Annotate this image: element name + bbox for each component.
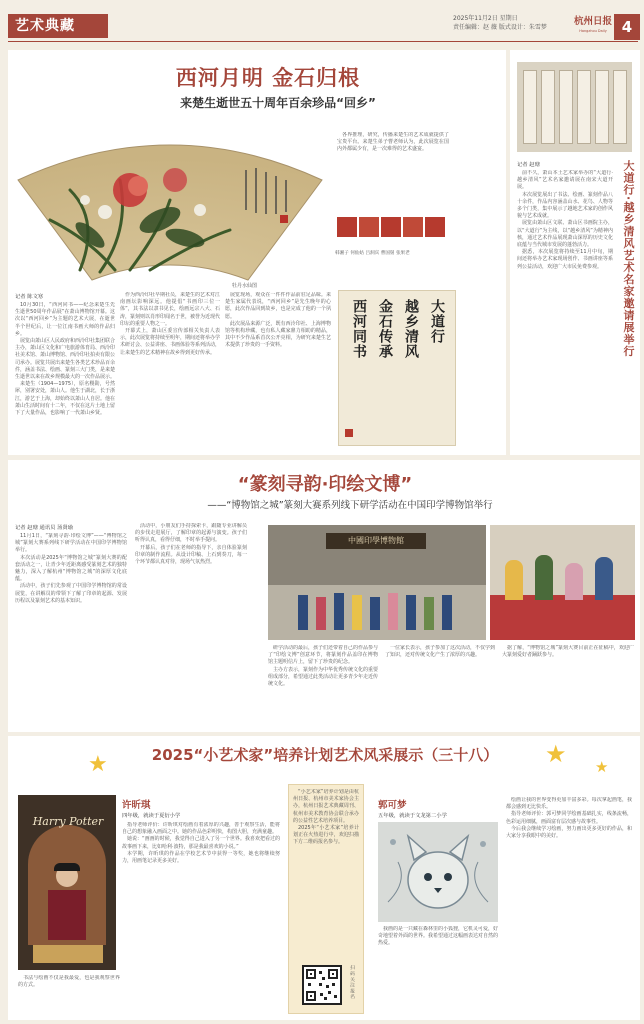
student2-painting bbox=[378, 822, 498, 922]
right-article-text bbox=[517, 170, 613, 450]
student2-text-left bbox=[378, 926, 498, 1016]
article1-credit: 记者 陈文寒 bbox=[15, 294, 44, 300]
article1-col2 bbox=[120, 292, 220, 452]
student2-text-right bbox=[506, 797, 632, 1015]
star-icon: ★ bbox=[88, 752, 108, 777]
museum-sign: 中國印學博物館 bbox=[326, 533, 426, 549]
article2-credit: 记者 赵瑭 通讯员 汤贤瑜 bbox=[15, 525, 74, 531]
calligraphy-scroll bbox=[338, 290, 456, 446]
right-article-paragraph: 据悉，本次展览将持续至11月中旬，期间还将举办艺术家现场创作、书画讲座等系列公益活动，欢迎广大市民免费参观。 bbox=[517, 249, 613, 270]
student1-text bbox=[122, 822, 280, 1015]
right-article-photo bbox=[517, 62, 632, 152]
article2-paragraph: 开幕后，孩子们在老师的指导下，亲自体验篆刻印章的制作流程。从设计印稿、上石到奏刀，每一个环节都认真对待，现场气氛热烈。 bbox=[135, 544, 247, 566]
article2-title: “篆刻寻韵·印绘文博” bbox=[237, 474, 413, 495]
calligraphy-line: 西河同书 bbox=[351, 299, 367, 359]
article2-col3 bbox=[268, 645, 378, 728]
article2-col1 bbox=[15, 533, 127, 728]
calligraphy-seal-icon bbox=[345, 429, 353, 437]
header-rule bbox=[8, 41, 638, 42]
article1-subtitle: 来楚生逝世五十周年百余珍品“回乡” bbox=[180, 96, 376, 110]
article1-paragraph: 展览现场，观众在一件件作品前驻足品味。来楚生家属代表说，“西河回乡”是先生晚年的心愿，此次作品回到故乡，也是完成了他的一个夙愿。 bbox=[225, 292, 331, 320]
article2-paragraph: 据了解，“博物馆之城”篆刻大赛目前正在征稿中，欢迎广大篆刻爱好者踊跃参与。 bbox=[502, 645, 634, 659]
workshop-photo bbox=[490, 525, 635, 640]
plan-info-paragraph: “小艺术家”培养计划是由杭州日报、杭州市美术家协会主办，杭州日报艺术典藏周刊、杭州市美术教育协会联合承办的公益性艺术培养项目。 bbox=[293, 789, 359, 824]
article1-paragraph: 展览由萧山区人民政府和西泠印社集团联合主办，萧山区文化和广电旅游体育局、西泠印社美术馆、萧山博物馆、西泠印社拍卖有限公司承办。展览共展出来楚生各类艺术珍品百余件，涵盖书法、绘画、篆刻三大门类，是来楚生逝世以来在故乡规模最大的一次作品展示。 bbox=[15, 338, 115, 381]
fan-painting-svg bbox=[10, 120, 330, 290]
seal-icon bbox=[381, 217, 401, 237]
editor-line: 责任编辑：赵 薇 版式设计：朱雪梦 bbox=[453, 24, 547, 31]
museum-group-photo bbox=[268, 525, 486, 640]
article2-paragraph: 活动中，孩子们先参观了中国印学博物馆的常设展览，在讲解员的带领下了解了印章的起源、发展历程以及篆刻艺术的基本知识。 bbox=[15, 583, 127, 604]
right-article-paragraph: 本次展览展出了书法、绘画、篆刻作品八十余件，作品内容涵盖山水、花鸟、人物等多个门类，集中展示了越地艺术家的创作风貌与艺术成就。 bbox=[517, 191, 613, 220]
article1-col1 bbox=[15, 302, 115, 452]
qr-code-svg bbox=[304, 967, 340, 1003]
article2-subtitle: ——“博物馆之城”篆刻大赛系列线下研学活动在中国印学博物馆举行 bbox=[207, 500, 493, 511]
qr-caption: 扫码关注报名 bbox=[349, 965, 354, 1000]
article1-paragraph: 来楚生（1904—1975），原名稷勋，号然犀，别署安处，萧山人。他生于湖北，长于浙江，游艺于上海，却始终以萧山人自居。他在萧山生活时间有十二年，不仅在这片土地上留下了大量作品，也影响了一代萧山乡贤。 bbox=[15, 381, 115, 417]
article1-paragraph: 10月30日，“西河同书——纪念来楚生先生逝世50周年作品展”在萧山博物馆开幕。这次以“西河回乡”为主题的艺术大展，在逝世半个世纪后，让一位江南书画大师的作品归乡。 bbox=[15, 302, 115, 337]
plan-info-text bbox=[293, 789, 359, 959]
header-info bbox=[453, 14, 568, 32]
article1-paragraph: 开幕式上，萧山区委宣传部相关负责人表示，此次展览将持续至明年，期间还将举办学术研讨会、公益讲座、书画体验等系列活动，让来楚生的艺术精神在故乡得到更好传承。 bbox=[120, 328, 220, 356]
student1-intro-text: 书法与绘画不仅是我最爱，也是我观察世界的方式。 bbox=[18, 975, 120, 989]
seal-caption: 韩湘子 何仙姑 吕洞宾 曹国舅 张果老 bbox=[335, 251, 410, 256]
seal-icon bbox=[337, 217, 357, 237]
calligraphy-line: 大道行 bbox=[429, 299, 445, 344]
student1-school: 四年级，就读于夏衍小学 bbox=[122, 813, 181, 819]
calligraphy-line: 越乡清风 bbox=[403, 299, 419, 359]
article2-paragraph: 一位家长表示，孩子参加了这次活动，不仅学到了知识，还对传统文化产生了浓厚的兴趣。 bbox=[385, 645, 495, 659]
plan-info-paragraph: 2025年“小艺术家”培养计划正在火热进行中，欢迎扫描下方二维码报名参与。 bbox=[293, 825, 359, 846]
article2-col4 bbox=[385, 645, 495, 728]
qr-code-icon[interactable] bbox=[302, 965, 342, 1005]
article2-paragraph: 研学活动的最后，孩子们还带着自己的作品参与了“印绘文博”创意环节，将篆刻作品盖印在博物馆主题明信片上，留下了珍贵的纪念。 bbox=[268, 645, 378, 666]
painting-title: Harry Potter bbox=[32, 815, 104, 828]
date-line: 2025年11月2日 星期日 bbox=[453, 15, 518, 22]
newspaper-logo: 杭州日报 bbox=[573, 16, 612, 27]
article2-col2 bbox=[135, 523, 247, 728]
section-title: 艺术典藏 bbox=[8, 14, 108, 38]
fan-painting-caption: 牡丹水仙图 bbox=[232, 283, 258, 289]
student1-painting bbox=[18, 795, 116, 970]
student1-paragraph: 她说：“画画的时候，我觉得自己进入了另一个世界。我喜欢把看过的故事画下来，比如哈利·波特，那是我最喜欢的小说。” bbox=[122, 836, 280, 850]
student2-paragraph: 我画的是一只藏在森林里的小狐狸，它机灵可爱，好奇地望着外面的世界。我希望通过这幅画表达对自然的热爱。 bbox=[378, 926, 498, 947]
newspaper-logo-sub: Hangzhou Daily bbox=[579, 29, 607, 33]
student1-paragraph: 本学期，许昕琪的作品在学校艺术节中获得一等奖，她也将继续努力，用画笔记录更多美好。 bbox=[122, 850, 280, 865]
right-article-credit: 记者 赵瑭 bbox=[517, 162, 540, 168]
article3-title: 2025“小艺术家”培养计划艺术风采展示（三十八） bbox=[151, 746, 499, 764]
fan-painting bbox=[10, 120, 330, 290]
article1-title: 西河月明 金石归根 bbox=[175, 65, 361, 90]
seal-icon bbox=[425, 217, 445, 237]
student1-intro bbox=[18, 975, 120, 1015]
right-article-paragraph: 展览由萧山区文联、萧山区书画院主办，以“大道行”为主线，以“越乡清风”为精神内核，通过艺术作品展现萧山深厚的历史文化底蕴与当代城市发展的蓬勃活力。 bbox=[517, 220, 613, 249]
calligraphy-line: 金石传承 bbox=[377, 299, 393, 359]
article2-paragraph: 主办方表示，篆刻作为中华优秀传统文化的重要组成部分，希望通过此类活动让更多青少年走近传统文化。 bbox=[268, 666, 378, 688]
page-number: 4 bbox=[614, 14, 640, 40]
fox-painting-svg bbox=[378, 822, 498, 922]
article1-col4 bbox=[337, 132, 449, 212]
article1-paragraph: 此次展品来源广泛，既有西泠印社、上海博物馆等机构珍藏，也有私人藏家鼎力相助的精品，其中不少作品系首次公开亮相，为研究来楚生艺术提供了珍贵的一手资料。 bbox=[225, 320, 331, 349]
article2-col5 bbox=[502, 645, 634, 728]
star-icon: ★ bbox=[545, 740, 567, 768]
article2-paragraph: 本次活动是2025年“博物馆之城”篆刻大赛的配套活动之一，让青少年近距离感受篆刻艺术的独特魅力，深入了解杭州“博物馆之城”的深厚文化底蕴。 bbox=[15, 554, 127, 583]
student2-paragraph: 指导老师评价：郭可梦同学绘画基础扎实，线条流畅，色彩运用细腻，画面富有层次感与故事性。 bbox=[506, 811, 632, 825]
student2-paragraph: 今后我会继续学习绘画，努力画出更多更好的作品，和大家分享我眼中的美好。 bbox=[506, 825, 632, 840]
article1-col3 bbox=[225, 292, 331, 452]
article1-paragraph: 作为西泠印社早期社员，来楚生的艺术对江南画坛影响深远。他提倡“书画印三位一体”，其书法以隶书见长，绘画远宗八大、石涛，篆刻则以肖形印闻名于世，被誉为近现代印坛的重要人物之一。 bbox=[120, 292, 220, 327]
right-article-title: 大道行·越乡清风艺术名家邀请展举行 bbox=[622, 160, 635, 358]
student1-name: 许昕琪 bbox=[122, 800, 151, 811]
article2-paragraph: 活动中，小朋友们手持探索卡，跟随专业讲解员的步伐走进展厅，了解印章的起源与演变。孩子们听得认真，看得仔细，不时举手提问。 bbox=[135, 523, 247, 544]
article1-paragraph: 各界推理，研究，传播来楚生的艺术成就提供了宝贵平台。来楚生弟子曹老师认为，此次展览在国内外都属少有，是一次难得的艺术盛宴。 bbox=[337, 132, 449, 153]
seal-icon bbox=[359, 217, 379, 237]
student1-paragraph: 指导老师评价：许昕琪对绘画有着浓厚的兴趣，善于观察生活，能将自己的想象融入画面之中。她的作品色彩明快，构图大胆，充满童趣。 bbox=[122, 822, 280, 836]
student2-name: 郭可梦 bbox=[378, 800, 407, 811]
seal-icon bbox=[403, 217, 423, 237]
star-icon: ★ bbox=[595, 758, 609, 776]
right-article-paragraph: 前不久，萧山本土艺术家举办的“大道行·越乡清风”艺术名家邀请展在南宋大道开展。 bbox=[517, 170, 613, 191]
article2-paragraph: 11月1日，“篆刻寻韵·印绘文博”——“博物馆之城”篆刻大赛系列线下研学活动在中国印学博物馆举行。 bbox=[15, 533, 127, 554]
student2-paragraph: 绘画让我的世界变得更加丰富多彩。每次拿起画笔，我都会感到无比快乐。 bbox=[506, 797, 632, 811]
student2-school: 五年级，就读于文龙第二小学 bbox=[378, 813, 447, 819]
